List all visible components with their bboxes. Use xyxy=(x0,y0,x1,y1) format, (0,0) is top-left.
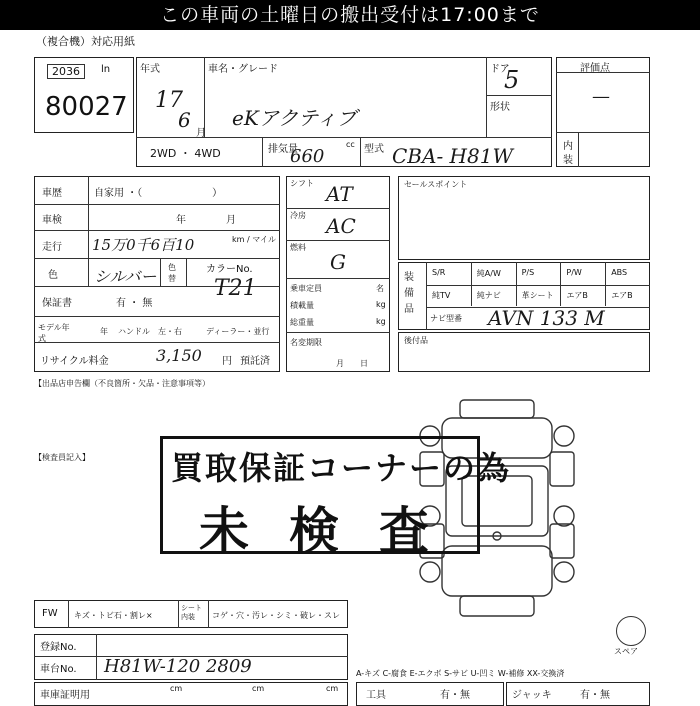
stamp-line-2: 未検査 xyxy=(199,502,469,560)
equipment-item: P/S xyxy=(521,268,535,277)
navi-label: ナビ型番 xyxy=(430,314,462,323)
equipment-item: 純A/W xyxy=(476,269,501,278)
warranty-label: 保証書 xyxy=(42,298,72,309)
model-year-unit: 年 xyxy=(100,327,108,336)
stamp-line-1: 買取保証コーナーの為 xyxy=(171,449,512,487)
certificate-unit-1: cm xyxy=(252,684,265,693)
lot-suffix: ln xyxy=(101,64,111,75)
equipment-item: エアB xyxy=(611,291,633,300)
seat-label: シート内装 xyxy=(181,604,202,621)
history-label: 車歴 xyxy=(42,188,62,199)
not-inspected-stamp xyxy=(160,436,512,560)
displacement-label: 排気量 xyxy=(268,144,298,155)
mileage-unit: km / マイル xyxy=(232,235,277,244)
doors-label: ドア xyxy=(490,64,510,75)
month-value: 6 xyxy=(178,108,191,132)
header-note: （複合機）対応用紙 xyxy=(36,35,135,48)
color-value: シルバー xyxy=(94,267,157,286)
color-no-value: T21 xyxy=(214,276,257,301)
damage-legend: A-キズ C-腐食 E-エクボ S-サビ U-凹ミ W-補修 XX-交換済 xyxy=(356,669,565,678)
certificate-unit-0: cm xyxy=(170,684,183,693)
warranty-value: 有 ・ 無 xyxy=(116,298,153,309)
interior-label-1: 内 xyxy=(563,141,573,152)
capacity-row-2: 総重量 xyxy=(290,318,314,327)
type-value: CBA- H81W xyxy=(392,144,514,168)
shift-value: AT xyxy=(326,182,353,206)
history-value: 自家用 ・（ ） xyxy=(94,188,223,199)
ac-label: 冷房 xyxy=(290,211,306,220)
equipment-item: P/W xyxy=(566,268,582,277)
fuel-label: 燃料 xyxy=(290,243,306,252)
repaint-label: 色替 xyxy=(168,263,176,283)
certificate-label: 車庫証明用 xyxy=(40,690,90,701)
capacity-unit-2: kg xyxy=(376,317,386,326)
interior-label-2: 装 xyxy=(563,155,573,166)
inspector-notes-label: 【検査員記入】 xyxy=(34,453,90,462)
spare-label: スペア xyxy=(614,647,638,656)
seat-items: コゲ・穴・汚レ・シミ・破レ・スレ xyxy=(212,611,340,620)
mileage-value: 15万0千6百10 xyxy=(92,236,195,254)
recycle-value: 3,150 xyxy=(156,346,202,365)
banner: この車両の土曜日の搬出受付は17:00まで xyxy=(0,0,700,30)
displacement-unit: cc xyxy=(346,140,355,149)
year-label: 年式 xyxy=(140,64,160,75)
shape-label: 形状 xyxy=(490,102,510,113)
ac-value: AC xyxy=(326,214,356,238)
equipment-item: 純TV xyxy=(432,291,451,300)
mileage-label: 走行 xyxy=(42,242,62,253)
lot-number: 80027 xyxy=(45,92,128,122)
month-suffix: 月 xyxy=(196,128,206,139)
drive-label: 2WD ・ 4WD xyxy=(150,147,221,160)
registration-label: 登録No. xyxy=(40,642,77,653)
handle-label: ハンドル 左・右 xyxy=(118,327,182,336)
capacity-row-1: 積載量 xyxy=(290,301,314,310)
seller-report-label: 【出品店申告欄（不良箇所・欠品・注意事項等） xyxy=(34,379,210,388)
dealer-label: ディーラー・並行 xyxy=(206,327,270,336)
name-change-label: 名変期限 xyxy=(290,338,322,347)
equipment-item: ABS xyxy=(611,268,628,277)
color-label: 色 xyxy=(48,270,58,281)
capacity-unit-1: kg xyxy=(376,300,386,309)
recycle-deposit: 預託済 xyxy=(240,356,270,367)
fw-items: キズ・トビ石・割レ× xyxy=(74,611,153,620)
capacity-unit-0: 名 xyxy=(376,284,384,293)
jack-value: 有・無 xyxy=(580,690,610,701)
capacity-row-0: 乗車定員 xyxy=(290,284,322,293)
type-label: 型式 xyxy=(364,144,384,155)
equipment-label: 装備品 xyxy=(404,272,414,315)
doors-value: 5 xyxy=(504,66,520,94)
navi-value: AVN 133 M xyxy=(488,306,605,330)
name-change-unit: 月 日 xyxy=(336,359,368,368)
color-no-label: カラーNo. xyxy=(206,264,253,275)
spare-tire-icon xyxy=(616,616,646,646)
model-label: 車名・グレード xyxy=(208,64,278,75)
inspection-value: 年 月 xyxy=(176,215,236,226)
recycle-unit: 円 xyxy=(222,356,232,367)
evaluation-label: 評価点 xyxy=(580,63,610,74)
model-value: eKアクティブ xyxy=(232,106,357,130)
postfit-box xyxy=(398,332,650,372)
equipment-item: エアB xyxy=(566,291,588,300)
certificate-unit-2: cm xyxy=(326,684,339,693)
fw-label: FW xyxy=(42,608,58,619)
equipment-item: S/R xyxy=(432,268,446,277)
year-value: 17 xyxy=(155,88,183,113)
lot-box-code: 2036 xyxy=(47,64,85,79)
equipment-item: 純ナビ xyxy=(476,291,501,300)
lot-box xyxy=(34,57,134,133)
model-year-label: モデル年式 xyxy=(38,323,70,343)
tools-value: 有・無 xyxy=(440,690,470,701)
inspection-label: 車検 xyxy=(42,215,62,226)
chassis-value: H81W-120 2809 xyxy=(104,656,252,677)
chassis-label: 車台No. xyxy=(40,664,77,675)
postfit-label: 後付品 xyxy=(404,336,428,345)
sales-point-label: セールスポイント xyxy=(404,180,468,189)
equipment-item: 革シート xyxy=(521,291,554,300)
fuel-value: G xyxy=(330,250,346,274)
tools-label: 工具 xyxy=(366,690,386,701)
displacement-value: 660 xyxy=(290,146,325,167)
recycle-label: リサイクル料金 xyxy=(40,356,109,367)
evaluation-value: — xyxy=(592,86,610,107)
shift-label: シフト xyxy=(290,179,314,188)
jack-label: ジャッキ xyxy=(512,690,552,701)
